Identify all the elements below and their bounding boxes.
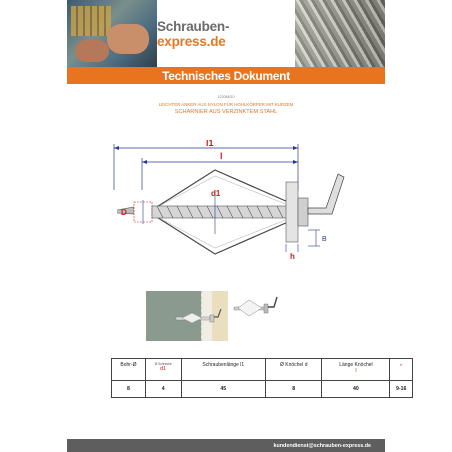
spec-header-cell: h: [390, 359, 413, 381]
title-banner: [67, 67, 385, 84]
arrow-icon: [114, 146, 119, 150]
label-B: B: [322, 236, 327, 243]
arrow-icon: [293, 146, 298, 150]
spec-value-cell: 9-16: [390, 381, 413, 398]
spec-header-cell: Bohr-Ø: [112, 359, 146, 381]
spec-header-cell: Ø Schraube d1: [145, 359, 181, 381]
technical-drawing: [112, 140, 352, 260]
installation-photos: [146, 291, 298, 341]
screw-head: [298, 198, 308, 226]
arrow-icon: [293, 160, 298, 164]
spec-header-cell: Länge Knöchel l: [322, 359, 390, 381]
arrow-icon: [142, 160, 147, 164]
brand-logo[interactable]: [157, 0, 295, 67]
banner-title: Technisches Dokument: [162, 68, 290, 83]
brand-main-text: Schrauben-: [157, 18, 230, 34]
document-page: [67, 0, 407, 452]
spec-value-cell: 8: [112, 381, 146, 398]
label-d1: d1: [211, 189, 221, 198]
anchor-body: [117, 170, 344, 254]
screw-thread: [152, 206, 287, 218]
header-photo-screws: [295, 0, 385, 67]
screw-tray-graphic: [71, 6, 111, 36]
brand-accent-text: express.de: [157, 33, 226, 49]
product-description-line1: LEICHTER ANKER AUS NYLON FÜR HOHLKÖRPER MIT KURZEM: [158, 102, 294, 107]
dimension-lines: [114, 144, 298, 190]
hand-graphic: [75, 40, 109, 62]
hook: [308, 174, 344, 214]
spec-header-row: [112, 359, 413, 381]
footer-bar: [67, 439, 385, 452]
header-photo-workshop: [67, 0, 157, 67]
anchor-collar: [286, 182, 298, 242]
spec-table: [111, 358, 413, 398]
spec-header-cell: Ø Knöchel d: [266, 359, 322, 381]
label-l1: l1: [206, 140, 214, 148]
hand-graphic: [107, 24, 149, 54]
spec-value-cell: 8: [266, 381, 322, 398]
spec-value-cell: 4: [145, 381, 181, 398]
article-number: 122084/10: [217, 95, 235, 99]
spec-header-cell: Schraubenlänge l1: [181, 359, 265, 381]
spec-value-cell: 40: [322, 381, 390, 398]
label-h: h: [290, 252, 295, 260]
header-hero: [67, 0, 385, 67]
footer-email-link[interactable]: kundendienst@schrauben-express.de: [273, 442, 371, 449]
dimension-arrows: [114, 146, 298, 164]
anchor-photos: [146, 291, 298, 341]
anchor-product-photo: [234, 297, 277, 316]
label-D: D: [121, 208, 127, 217]
installed-anchor-photo: [176, 309, 221, 323]
spec-value-cell: 45: [181, 381, 265, 398]
label-l: l: [220, 151, 223, 161]
product-description-line2: SCHARNIER AUS VERZINKTEM STAHL: [174, 109, 278, 115]
spec-value-row: [112, 381, 413, 398]
